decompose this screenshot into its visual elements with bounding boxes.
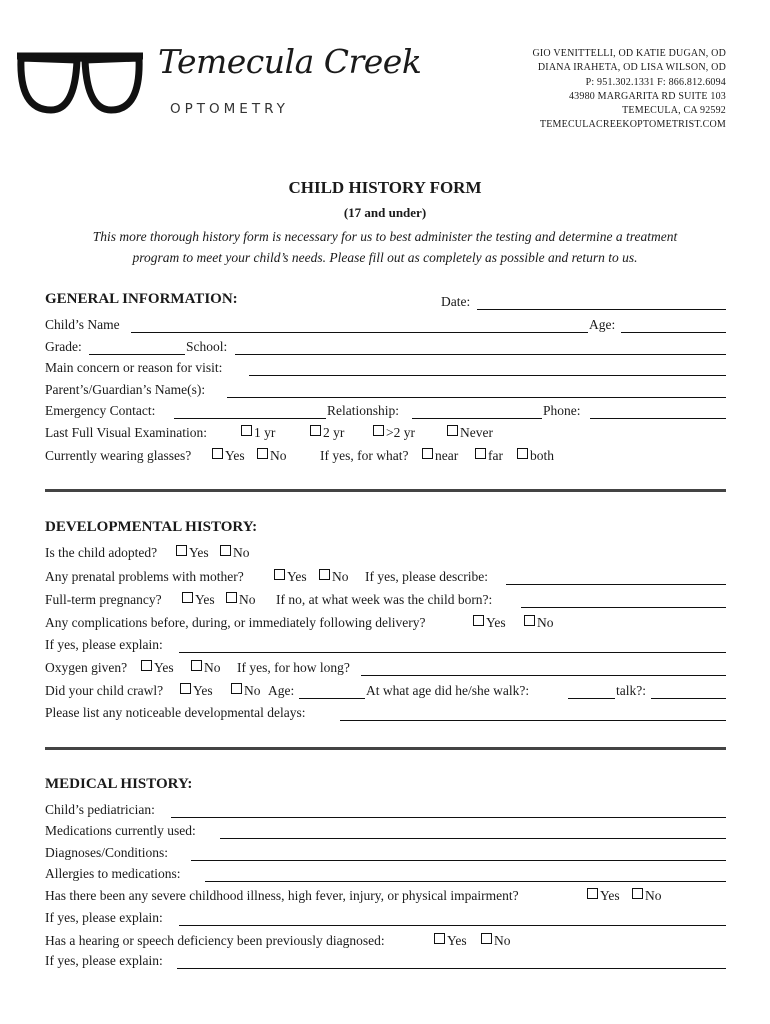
- checkbox-icon[interactable]: [481, 933, 492, 944]
- intro-line: This more thorough history form is necessary for us to best administer the testing and determine a treatment: [92, 229, 678, 244]
- main-concern-field[interactable]: [249, 375, 726, 376]
- glasses-row: [45, 446, 726, 466]
- option-label: Never: [460, 425, 493, 440]
- allergies-row: [45, 864, 726, 884]
- oxygen-yes[interactable]: [141, 660, 174, 676]
- illness-label: Has there been any severe childhood illness, high fever, injury, or physical impairment?: [45, 888, 519, 903]
- school-label: School:: [186, 339, 228, 354]
- option-label: 2 yr: [323, 425, 345, 440]
- emergency-row: [45, 401, 726, 421]
- diagnoses-field[interactable]: [191, 860, 726, 861]
- checkbox-icon[interactable]: [319, 569, 330, 580]
- no-label: No: [537, 615, 554, 630]
- address-line: DIANA IRAHETA, OD LISA WILSON, OD: [537, 62, 726, 74]
- hearing-explain-row: [45, 951, 726, 971]
- allergies-field[interactable]: [205, 881, 726, 882]
- prenatal-yes[interactable]: [274, 569, 307, 585]
- talk-label: talk?:: [616, 683, 646, 698]
- checkbox-icon[interactable]: [632, 888, 643, 899]
- checkbox-icon[interactable]: [241, 425, 252, 436]
- checkbox-icon[interactable]: [434, 933, 445, 944]
- delays-label: Please list any noticeable developmental delays:: [45, 705, 306, 720]
- guardian-field[interactable]: [227, 397, 726, 398]
- checkbox-icon[interactable]: [475, 448, 486, 459]
- illness-explain-field[interactable]: [179, 925, 726, 926]
- oxygen-long-label: If yes, for how long?: [237, 660, 350, 675]
- address-line: 43980 MARGARITA RD SUITE 103: [568, 90, 726, 102]
- complications-explain-field[interactable]: [179, 652, 726, 653]
- checkbox-icon[interactable]: [373, 425, 384, 436]
- diagnoses-label: Diagnoses/Conditions:: [45, 845, 169, 860]
- yes-label: Yes: [189, 545, 209, 560]
- crawl-no[interactable]: [231, 683, 261, 699]
- form-intro: [40, 226, 730, 268]
- yes-label: Yes: [486, 615, 506, 630]
- walk-age-field[interactable]: [568, 698, 615, 699]
- last-exam-label: Last Full Visual Examination:: [45, 425, 208, 440]
- checkbox-icon[interactable]: [524, 615, 535, 626]
- section-heading-general: GENERAL INFORMATION:: [45, 291, 238, 307]
- illness-no[interactable]: [632, 888, 662, 904]
- no-label: No: [270, 448, 287, 463]
- hearing-explain-field[interactable]: [177, 968, 726, 969]
- yes-label: Yes: [447, 933, 467, 948]
- explain-label: If yes, please explain:: [45, 910, 163, 925]
- prenatal-row: [45, 567, 726, 587]
- hearing-label: Has a hearing or speech deficiency been previously diagnosed:: [45, 933, 385, 948]
- crawl-age-field[interactable]: [299, 698, 365, 699]
- emergency-field[interactable]: [174, 418, 326, 419]
- child-name-field[interactable]: [131, 332, 588, 333]
- child-name-label: Child’s Name: [45, 317, 120, 332]
- relationship-label: Relationship:: [327, 403, 399, 418]
- checkbox-icon[interactable]: [226, 592, 237, 603]
- illness-explain-row: [45, 908, 726, 928]
- exam-option-never[interactable]: [447, 425, 493, 441]
- complications-no[interactable]: [524, 615, 554, 631]
- intro-line: program to meet your child’s needs. Please fill out as completely as possible and return to us.: [132, 250, 638, 265]
- emergency-label: Emergency Contact:: [45, 403, 156, 418]
- crawl-yes[interactable]: [180, 683, 213, 699]
- prenatal-label: Any prenatal problems with mother?: [45, 569, 244, 584]
- option-label: both: [530, 448, 555, 463]
- fullterm-row: [45, 590, 726, 610]
- glasses-yes[interactable]: [212, 448, 245, 464]
- option-label: 1 yr: [254, 425, 276, 440]
- no-label: No: [645, 888, 662, 903]
- walk-label: At what age did he/she walk?:: [366, 683, 530, 698]
- checkbox-icon[interactable]: [422, 448, 433, 459]
- checkbox-icon[interactable]: [231, 683, 242, 694]
- section-heading-developmental: DEVELOPMENTAL HISTORY:: [45, 519, 258, 535]
- pediatrician-row: [45, 800, 726, 820]
- last-exam-row: [45, 423, 726, 443]
- option-label: far: [488, 448, 503, 463]
- adopted-yes[interactable]: [176, 545, 209, 561]
- crawl-row: [45, 681, 726, 701]
- address-line: GIO VENITTELLI, OD KATIE DUGAN, OD: [532, 48, 726, 59]
- explain-label: If yes, please explain:: [45, 953, 163, 968]
- fullterm-label: Full-term pregnancy?: [45, 592, 162, 607]
- talk-age-field[interactable]: [651, 698, 726, 699]
- glasses-far[interactable]: [475, 448, 503, 464]
- no-label: No: [233, 545, 250, 560]
- guardian-label: Parent’s/Guardian’s Name(s):: [45, 382, 206, 397]
- age-field[interactable]: [621, 332, 726, 333]
- checkbox-icon[interactable]: [191, 660, 202, 671]
- yes-label: Yes: [154, 660, 174, 675]
- medications-row: [45, 821, 726, 841]
- school-field[interactable]: [235, 354, 726, 355]
- checkbox-icon[interactable]: [310, 425, 321, 436]
- complications-row: [45, 613, 726, 633]
- adopted-no[interactable]: [220, 545, 250, 561]
- checkbox-icon[interactable]: [517, 448, 528, 459]
- diagnoses-row: [45, 843, 726, 863]
- checkbox-icon[interactable]: [180, 683, 191, 694]
- no-label: No: [239, 592, 256, 607]
- checkbox-icon[interactable]: [220, 545, 231, 556]
- grade-field[interactable]: [89, 354, 185, 355]
- hearing-row: [45, 931, 726, 951]
- option-label: near: [435, 448, 459, 463]
- fullterm-week-field[interactable]: [521, 607, 726, 608]
- fullterm-yes[interactable]: [182, 592, 215, 608]
- glasses-label: Currently wearing glasses?: [45, 448, 192, 463]
- adopted-row: [45, 543, 726, 563]
- address-line: TEMECULA, CA 92592: [622, 105, 726, 117]
- concern-row: [45, 358, 726, 378]
- hearing-yes[interactable]: [434, 933, 467, 949]
- no-label: No: [494, 933, 511, 948]
- glasses-both[interactable]: [517, 448, 554, 464]
- date-row: [45, 292, 726, 312]
- no-label: No: [332, 569, 349, 584]
- yes-label: Yes: [193, 683, 213, 698]
- complications-explain-row: [45, 635, 726, 655]
- checkbox-icon[interactable]: [587, 888, 598, 899]
- prenatal-no[interactable]: [319, 569, 349, 585]
- address-line: P: 951.302.1331 F: 866.812.6094: [585, 76, 726, 88]
- exam-option-1yr[interactable]: [241, 425, 275, 441]
- checkbox-icon[interactable]: [473, 615, 484, 626]
- date-label: Date:: [441, 294, 471, 309]
- oxygen-row: [45, 658, 726, 678]
- checkbox-icon[interactable]: [141, 660, 152, 671]
- illness-row: [45, 886, 726, 906]
- allergies-label: Allergies to medications:: [45, 866, 181, 881]
- medications-label: Medications currently used:: [45, 823, 196, 838]
- fullterm-no[interactable]: [226, 592, 256, 608]
- medications-field[interactable]: [220, 838, 726, 839]
- practice-address: [532, 47, 726, 133]
- glasses-for-label: If yes, for what?: [320, 448, 409, 463]
- crawl-label: Did your child crawl?: [45, 683, 164, 698]
- main-concern-label: Main concern or reason for visit:: [45, 360, 223, 375]
- hearing-no[interactable]: [481, 933, 511, 949]
- checkbox-icon[interactable]: [182, 592, 193, 603]
- yes-label: Yes: [600, 888, 620, 903]
- section-heading-medical: MEDICAL HISTORY:: [45, 776, 193, 792]
- exam-option-2yr[interactable]: [310, 425, 344, 441]
- pediatrician-field[interactable]: [171, 817, 726, 818]
- phone-field[interactable]: [590, 418, 726, 419]
- brand-subtitle: OPTOMETRY: [170, 101, 289, 117]
- relationship-field[interactable]: [412, 418, 542, 419]
- prenatal-describe-field[interactable]: [506, 584, 726, 585]
- delays-field[interactable]: [340, 720, 726, 721]
- checkbox-icon[interactable]: [257, 448, 268, 459]
- checkbox-icon[interactable]: [274, 569, 285, 580]
- grade-row: [45, 337, 726, 357]
- section-divider: [45, 747, 726, 750]
- glasses-near[interactable]: [422, 448, 458, 464]
- address-line: TEMECULACREEKOPTOMETRIST.COM: [539, 119, 726, 131]
- section-divider: [45, 489, 726, 492]
- form-subtitle: (17 and under): [343, 205, 427, 220]
- complications-label: Any complications before, during, or immediately following delivery?: [45, 615, 426, 630]
- yes-label: Yes: [195, 592, 215, 607]
- checkbox-icon[interactable]: [447, 425, 458, 436]
- prenatal-describe-label: If yes, please describe:: [365, 569, 488, 584]
- complications-yes[interactable]: [473, 615, 506, 631]
- oxygen-no[interactable]: [191, 660, 221, 676]
- no-label: No: [244, 683, 261, 698]
- date-field[interactable]: [477, 309, 726, 310]
- no-label: No: [204, 660, 221, 675]
- explain-label: If yes, please explain:: [45, 637, 163, 652]
- age-label: Age:: [589, 317, 616, 332]
- guardian-row: [45, 380, 726, 400]
- glasses-no[interactable]: [257, 448, 287, 464]
- glasses-logo-icon: [15, 48, 145, 118]
- yes-label: Yes: [225, 448, 245, 463]
- phone-label: Phone:: [543, 403, 581, 418]
- checkbox-icon[interactable]: [212, 448, 223, 459]
- illness-yes[interactable]: [587, 888, 620, 904]
- grade-label: Grade:: [45, 339, 82, 354]
- fullterm-week-label: If no, at what week was the child born?:: [276, 592, 493, 607]
- adopted-label: Is the child adopted?: [45, 545, 158, 560]
- oxygen-long-field[interactable]: [361, 675, 726, 676]
- exam-option-gt2yr[interactable]: [373, 425, 415, 441]
- option-label: >2 yr: [386, 425, 415, 440]
- crawl-age-label: Age:: [268, 683, 295, 698]
- pediatrician-label: Child’s pediatrician:: [45, 802, 155, 817]
- delays-row: [45, 703, 726, 723]
- oxygen-label: Oxygen given?: [45, 660, 128, 675]
- yes-label: Yes: [287, 569, 307, 584]
- checkbox-icon[interactable]: [176, 545, 187, 556]
- form-title: CHILD HISTORY FORM: [288, 178, 482, 197]
- brand-name: Temecula Creek: [158, 42, 422, 81]
- child-name-row: [45, 315, 726, 335]
